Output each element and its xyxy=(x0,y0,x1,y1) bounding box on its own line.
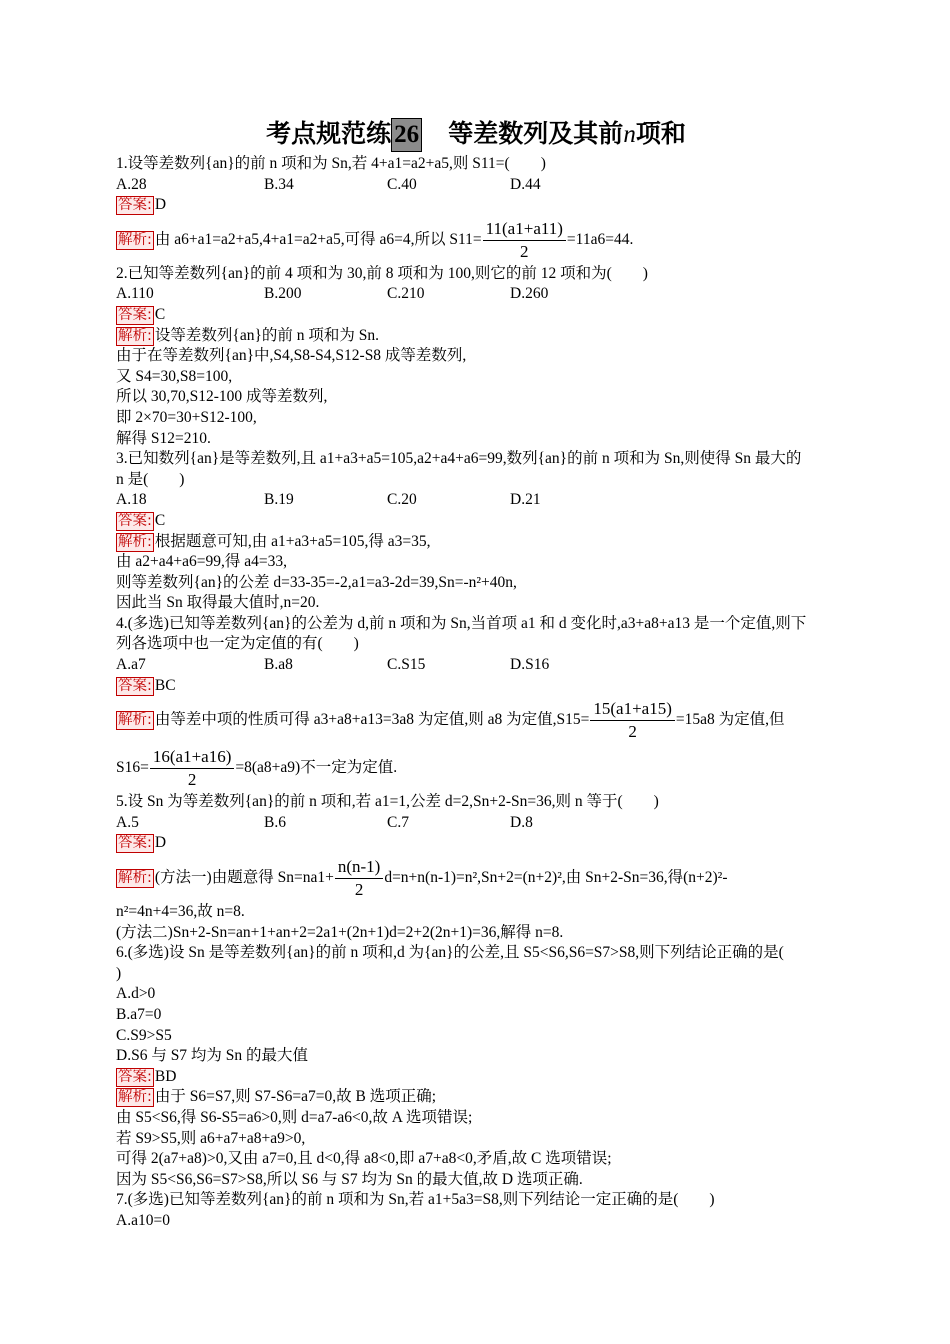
answer-label: 答案: xyxy=(118,1068,152,1085)
answer-value: BD xyxy=(154,1067,177,1085)
question-2-answer xyxy=(116,305,836,326)
analysis-line: 即 2×70=30+S12-100, xyxy=(116,408,257,426)
option-a: A.110 xyxy=(116,285,154,303)
analysis-line: 则等差数列{an}的公差 d=33-35=-2,a1=a3-2d=39,Sn=-n²+40n, xyxy=(116,573,517,591)
analysis-line: 由 a2+a4+a6=99,得 a4=33, xyxy=(116,553,287,571)
option-d: D.S16 xyxy=(510,656,550,674)
analysis-line: 解得 S12=210. xyxy=(116,429,211,447)
question-5-analysis xyxy=(116,854,836,902)
option-d: D.44 xyxy=(510,175,541,193)
option-b: B.6 xyxy=(264,813,286,831)
analysis-label: 解析: xyxy=(118,870,152,887)
answer-label: 答案: xyxy=(118,677,152,694)
analysis-text: 根据题意可知,由 a1+a3+a5=105,得 a3=35, xyxy=(154,532,431,550)
option-a: A.d>0 xyxy=(116,985,156,1003)
question-1-analysis xyxy=(116,216,836,264)
option-c: C.S15 xyxy=(387,656,426,674)
analysis-text: =8(a8+a9)不一定为定值. xyxy=(235,759,398,777)
fraction-numerator: n(n-1) xyxy=(337,856,381,876)
analysis-line: 可得 2(a7+a8)>0,又由 a7=0,且 d<0,得 a8<0,即 a7+a8<0,矛盾,故 C 选项错误; xyxy=(116,1150,612,1168)
option-b: B.200 xyxy=(264,285,302,303)
analysis-line: (方法二)Sn+2-Sn=an+1+an+2=2a1+(2n+1)d=2+2(2n+1)=36,解得 n=8. xyxy=(116,923,564,941)
analysis-label: 解析: xyxy=(118,231,152,248)
question-1-answer xyxy=(116,195,836,216)
fraction xyxy=(150,746,235,791)
analysis-text: d=n+n(n-1)=n²,Sn+2=(n+2)²,由 Sn+2-Sn=36,得(n+2)²- xyxy=(384,869,728,887)
option-b: B.19 xyxy=(264,491,294,509)
analysis-text: S16= xyxy=(116,759,149,777)
option-d: D.S6 与 S7 均为 Sn 的最大值 xyxy=(116,1047,309,1065)
question-6: 6.(多选)设 Sn 是等差数列{an}的前 n 项和,d 为{an}的公差,且 S5<S6,S6=S7>S8,则下列结论正确的是( xyxy=(116,944,784,962)
answer-value: BC xyxy=(154,676,176,694)
document-page xyxy=(116,118,836,1232)
question-3-answer xyxy=(116,511,836,532)
question-1: 1.设等差数列{an}的前 n 项和为 Sn,若 4+a1=a2+a5,则 S11=( ) xyxy=(116,155,546,172)
analysis-text: (方法一)由题意得 Sn=na1+ xyxy=(154,869,334,887)
option-a: A.28 xyxy=(116,175,147,193)
analysis-line: n²=4n+4=36,故 n=8. xyxy=(116,903,245,921)
option-d: D.21 xyxy=(510,491,541,509)
question-2-options xyxy=(116,284,836,305)
analysis-text: 由 a6+a1=a2+a5,4+a1=a2+a5,可得 a6=4,所以 S11= xyxy=(154,230,482,248)
question-4: 4.(多选)已知等差数列{an}的公差为 d,前 n 项和为 Sn,当首项 a1 和 d 变化时,a3+a8+a13 是一个定值,则下 xyxy=(116,614,807,632)
fraction-numerator: 11(a1+a11) xyxy=(485,218,563,238)
analysis-line: 因为 S5<S6,S6=S7>S8,所以 S6 与 S7 均为 Sn 的最大值,故 D 选项正确. xyxy=(116,1170,583,1188)
analysis-label: 解析: xyxy=(118,327,152,344)
option-a: A.a10=0 xyxy=(116,1211,170,1229)
fraction-denominator: 2 xyxy=(590,720,675,743)
question-4-cont: 列各选项中也一定为定值的有( ) xyxy=(116,635,359,653)
analysis-text: 由等差中项的性质可得 a3+a8+a13=3a8 为定值,则 a8 为定值,S15= xyxy=(154,711,590,729)
analysis-label: 解析: xyxy=(118,533,152,550)
answer-value: C xyxy=(154,511,166,529)
fraction-numerator: 16(a1+a16) xyxy=(152,747,232,767)
analysis-line: 因此当 Sn 取得最大值时,n=20. xyxy=(116,594,320,612)
fraction-denominator: 2 xyxy=(335,878,383,901)
option-b: B.a8 xyxy=(264,656,293,674)
question-3-options xyxy=(116,490,836,511)
question-5: 5.设 Sn 为等差数列{an}的前 n 项和,若 a1=1,公差 d=2,Sn+2-Sn=36,则 n 等于( ) xyxy=(116,793,659,811)
title-main: 等差数列及其前 xyxy=(448,119,624,148)
analysis-line xyxy=(116,744,836,792)
option-a: A.a7 xyxy=(116,656,146,674)
question-6-analysis xyxy=(116,1087,836,1108)
analysis-text: 由于 S6=S7,则 S7-S6=a7=0,故 B 选项正确; xyxy=(154,1088,437,1106)
option-c: C.40 xyxy=(387,175,417,193)
fraction-denominator: 2 xyxy=(150,768,235,791)
analysis-label: 解析: xyxy=(118,1089,152,1106)
option-b: B.a7=0 xyxy=(116,1006,162,1023)
option-c: C.7 xyxy=(387,813,409,831)
question-4-options xyxy=(116,655,836,676)
analysis-line: 所以 30,70,S12-100 成等差数列, xyxy=(116,388,328,406)
analysis-text: =11a6=44. xyxy=(566,230,634,248)
question-4-answer xyxy=(116,676,836,697)
question-2-analysis xyxy=(116,326,836,347)
question-7: 7.(多选)已知等差数列{an}的前 n 项和为 Sn,若 a1+5a3=S8,则下列结论一定正确的是( ) xyxy=(116,1191,715,1209)
option-a: A.18 xyxy=(116,491,147,509)
option-c: C.20 xyxy=(387,491,417,509)
question-1-options xyxy=(116,175,836,196)
option-c: C.210 xyxy=(387,285,425,303)
answer-label: 答案: xyxy=(118,512,152,529)
question-3: 3.已知数列{an}是等差数列,且 a1+a3+a5=105,a2+a4+a6=99,数列{an}的前 n 项和为 Sn,则使得 Sn 最大的 xyxy=(116,450,802,468)
answer-value: C xyxy=(154,305,166,323)
question-2: 2.已知等差数列{an}的前 4 项和为 30,前 8 项和为 100,则它的前 12 项和为( ) xyxy=(116,264,648,282)
title-number-badge: 26 xyxy=(391,118,422,152)
question-6-cont: ) xyxy=(116,964,122,982)
answer-label: 答案: xyxy=(118,306,152,323)
answer-label: 答案: xyxy=(118,835,152,852)
fraction xyxy=(483,218,566,263)
page-title xyxy=(116,118,836,152)
analysis-line: 若 S9>S5,则 a6+a7+a8+a9>0, xyxy=(116,1129,306,1147)
analysis-text: 设等差数列{an}的前 n 项和为 Sn. xyxy=(154,326,380,344)
option-d: D.8 xyxy=(510,813,533,831)
option-d: D.260 xyxy=(510,285,549,303)
analysis-label: 解析: xyxy=(118,712,152,729)
question-4-analysis xyxy=(116,696,836,744)
question-5-answer xyxy=(116,833,836,854)
analysis-text: =15a8 为定值,但 xyxy=(675,711,785,729)
fraction-denominator: 2 xyxy=(483,240,566,263)
analysis-line: 又 S4=30,S8=100, xyxy=(116,367,233,385)
answer-value: D xyxy=(154,196,167,214)
question-5-options xyxy=(116,813,836,834)
fraction xyxy=(335,856,383,901)
question-6-answer xyxy=(116,1067,836,1088)
title-prefix: 考点规范练 xyxy=(266,119,392,148)
question-3-cont: n 是( ) xyxy=(116,470,185,488)
question-3-analysis xyxy=(116,532,836,553)
answer-label: 答案: xyxy=(118,197,152,214)
fraction xyxy=(590,698,675,743)
answer-value: D xyxy=(154,834,167,852)
analysis-line: 由于在等差数列{an}中,S4,S8-S4,S12-S8 成等差数列, xyxy=(116,347,467,365)
title-suffix: 项和 xyxy=(635,119,686,148)
title-variable: n xyxy=(623,121,636,148)
analysis-line: 由 S5<S6,得 S6-S5=a6>0,则 d=a7-a6<0,故 A 选项错误; xyxy=(116,1108,473,1126)
option-b: B.34 xyxy=(264,175,294,193)
fraction-numerator: 15(a1+a15) xyxy=(593,699,672,719)
option-a: A.5 xyxy=(116,813,139,831)
option-c: C.S9>S5 xyxy=(116,1026,172,1044)
